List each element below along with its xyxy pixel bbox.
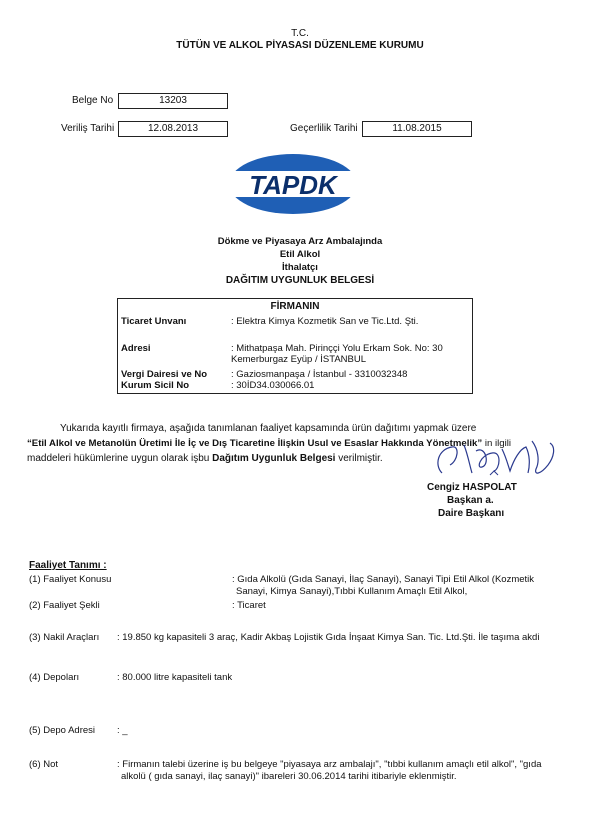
depolari-label: (4) Depoları — [29, 672, 80, 683]
title-line2: Etil Alkol — [279, 249, 321, 260]
not-value-1: : Firmanın talebi üzerine iş bu belgeye "piyasaya arz ambalajı", "tıbbi kullanım amaçlı etil alkol", "gıda — [117, 759, 542, 770]
tapdk-logo — [228, 153, 358, 215]
nakil-araclari-value: : 19.850 kg kapasiteli 3 araç, Kadir Akbaş Lojistik Gıda İnşaat Kimya San. Tic. Ltd.Şti. İle taşıma akdi — [117, 632, 540, 643]
paragraph-line3-post: verilmiştir. — [335, 453, 383, 464]
faaliyet-heading: Faaliyet Tanımı : — [29, 560, 107, 571]
faaliyet-sekli-value: : Ticaret — [232, 600, 266, 611]
belge-name-bold: Dağıtım Uygunluk Belgesi — [212, 453, 336, 464]
vergi-dairesi-value: : Gaziosmanpaşa / İstanbul - 3310032348 — [231, 369, 408, 380]
title-document-type: DAĞITIM UYGUNLUK BELGESİ — [225, 275, 375, 286]
firm-info-box — [117, 298, 473, 394]
kurum-sicil-value: : 30İD34.030066.01 — [231, 380, 315, 391]
faaliyet-sekli-label: (2) Faaliyet Şekli — [29, 600, 100, 611]
gecerlilik-tarihi-label: Geçerlilik Tarihi — [290, 123, 358, 134]
veris-tarihi-box: 12.08.2013 — [118, 121, 228, 137]
handwritten-signature — [430, 435, 560, 480]
title-line1: Dökme ve Piyasaya Arz Ambalajında — [217, 236, 383, 247]
not-label: (6) Not — [29, 759, 59, 770]
title-line3: İthalatçı — [282, 262, 318, 273]
nakil-araclari-label: (3) Nakil Araçları — [29, 632, 100, 643]
faaliyet-konusu-label: (1) Faaliyet Konusu — [29, 574, 112, 585]
firm-heading: FİRMANIN — [270, 301, 320, 312]
tapdk-logo-text: TAPDK — [249, 170, 337, 200]
depo-adresi-label: (5) Depo Adresi — [29, 725, 96, 736]
adres-label: Adresi — [121, 343, 151, 354]
belge-no-box: 13203 — [118, 93, 228, 109]
depolari-value: : 80.000 litre kapasiteli tank — [117, 672, 233, 683]
ticaret-unvani-value: : Elektra Kimya Kozmetik San ve Tic.Ltd. Şti. — [231, 316, 419, 327]
faaliyet-konusu-value-1: : Gıda Alkolü (Gıda Sanayi, İlaç Sanayi), Sanayi Tipi Etil Alkol (Kozmetik — [232, 574, 535, 585]
ticaret-unvani-label: Ticaret Unvanı — [121, 316, 187, 327]
regulation-name: “Etil Alkol ve Metanolün Üretimi İle İç ve Dış Ticaretine İlişkin Usul ve Esaslar Hakkında Yönetmelik” — [27, 438, 483, 449]
header-tc: T.C. — [291, 28, 309, 39]
not-value-2: alkolü ( gıda sanayi, ilaç sanayi)" ibareleri 30.06.2014 tarihi itibariyle eklenmiştir. — [121, 771, 457, 782]
signer-title-2: Daire Başkanı — [438, 508, 505, 519]
adres-value-line2: Kemerburgaz Eyüp / İSTANBUL — [231, 354, 366, 365]
kurum-sicil-label: Kurum Sicil No — [121, 380, 190, 391]
paragraph-line2-rest: in ilgili — [482, 438, 511, 449]
belge-no-label: Belge No — [72, 95, 114, 106]
paragraph-line3-pre: maddeleri hükümlerine uygun olarak işbu — [27, 453, 213, 464]
faaliyet-konusu-value-2: Sanayi, Kimya Sanayi),Tıbbi Kullanım Amaçlı Etil Alkol, — [236, 586, 468, 597]
veris-tarihi-label: Veriliş Tarihi — [61, 123, 115, 134]
depo-adresi-value: : _ — [117, 725, 128, 736]
signer-name: Cengiz HASPOLAT — [427, 482, 517, 493]
vergi-dairesi-label: Vergi Dairesi ve No — [121, 369, 208, 380]
paragraph-line1: Yukarıda kayıtlı firmaya, aşağıda tanımlanan faaliyet kapsamında ürün dağıtımı yapmak üzere — [60, 423, 477, 434]
header-institution: TÜTÜN VE ALKOL PİYASASI DÜZENLEME KURUMU — [176, 40, 424, 51]
gecerlilik-tarihi-box: 11.08.2015 — [362, 121, 472, 137]
adres-value-line1: : Mithatpaşa Mah. Pirinççi Yolu Erkam Sok. No: 30 — [231, 343, 443, 354]
signer-title-1: Başkan a. — [447, 495, 494, 506]
